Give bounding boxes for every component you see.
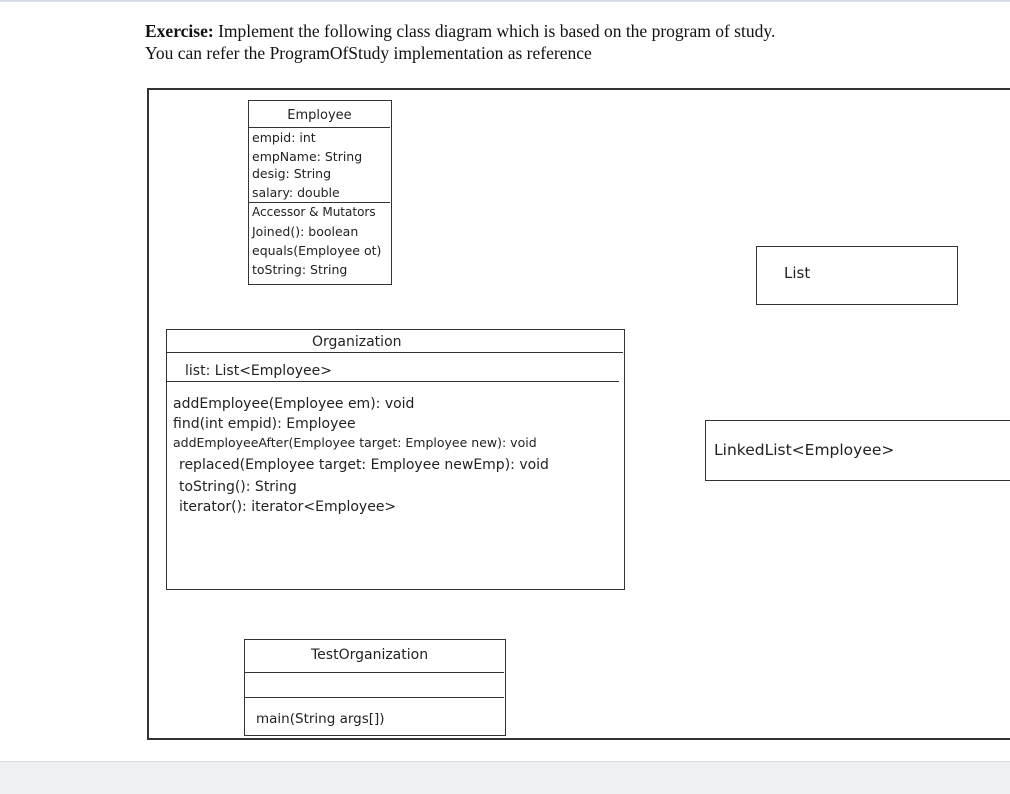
- testorganization-class-name: TestOrganization: [311, 647, 429, 663]
- top-border: [0, 0, 1010, 2]
- employee-divider-1: [249, 127, 390, 128]
- organization-method-addemployee: addEmployee(Employee em): void: [173, 396, 415, 412]
- employee-class: [248, 100, 392, 285]
- employee-method-tostring: toString: String: [252, 262, 348, 277]
- exercise-line-1-text: Implement the following class diagram which is based on the program of study.: [213, 21, 776, 41]
- employee-method-joined: Joined(): boolean: [252, 224, 359, 239]
- exercise-line-1: [145, 20, 775, 42]
- linkedlist-class: [705, 420, 1010, 481]
- organization-method-find: find(int empid): Employee: [173, 416, 356, 432]
- employee-attr-empid: empid: int: [252, 130, 316, 145]
- employee-attr-salary: salary: double: [252, 185, 340, 200]
- organization-method-tostring: toString(): String: [179, 479, 297, 495]
- organization-divider-2: [167, 381, 619, 382]
- exercise-text: [145, 20, 775, 64]
- exercise-line-2: You can refer the ProgramOfStudy implementation as reference: [145, 43, 592, 63]
- employee-method-accessors: Accessor & Mutators: [252, 205, 376, 219]
- employee-divider-2: [249, 202, 390, 203]
- linkedlist-class-name: LinkedList<Employee>: [714, 441, 895, 459]
- organization-method-iterator: iterator(): iterator<Employee>: [179, 499, 397, 515]
- list-class-name: List: [784, 264, 811, 282]
- testorganization-class: [244, 639, 506, 736]
- employee-class-name: Employee: [287, 108, 352, 123]
- testorganization-divider-1: [245, 672, 504, 673]
- exercise-label: Exercise:: [145, 21, 214, 41]
- employee-method-equals: equals(Employee ot): [252, 243, 382, 258]
- employee-attr-desig: desig: String: [252, 166, 332, 181]
- employee-attr-empname: empName: String: [252, 149, 363, 164]
- bottom-bar: [0, 761, 1010, 794]
- organization-divider-1: [167, 352, 623, 353]
- organization-method-replaced: replaced(Employee target: Employee newEmp): void: [179, 457, 549, 473]
- organization-method-addemployeeafter: addEmployeeAfter(Employee target: Employee new): void: [173, 435, 537, 450]
- organization-class: [166, 329, 625, 590]
- organization-attr-list: list: List<Employee>: [185, 363, 332, 379]
- list-class: [756, 246, 958, 305]
- organization-class-name: Organization: [312, 334, 402, 350]
- testorganization-method-main: main(String args[]): [256, 711, 385, 727]
- testorganization-divider-2: [245, 697, 504, 698]
